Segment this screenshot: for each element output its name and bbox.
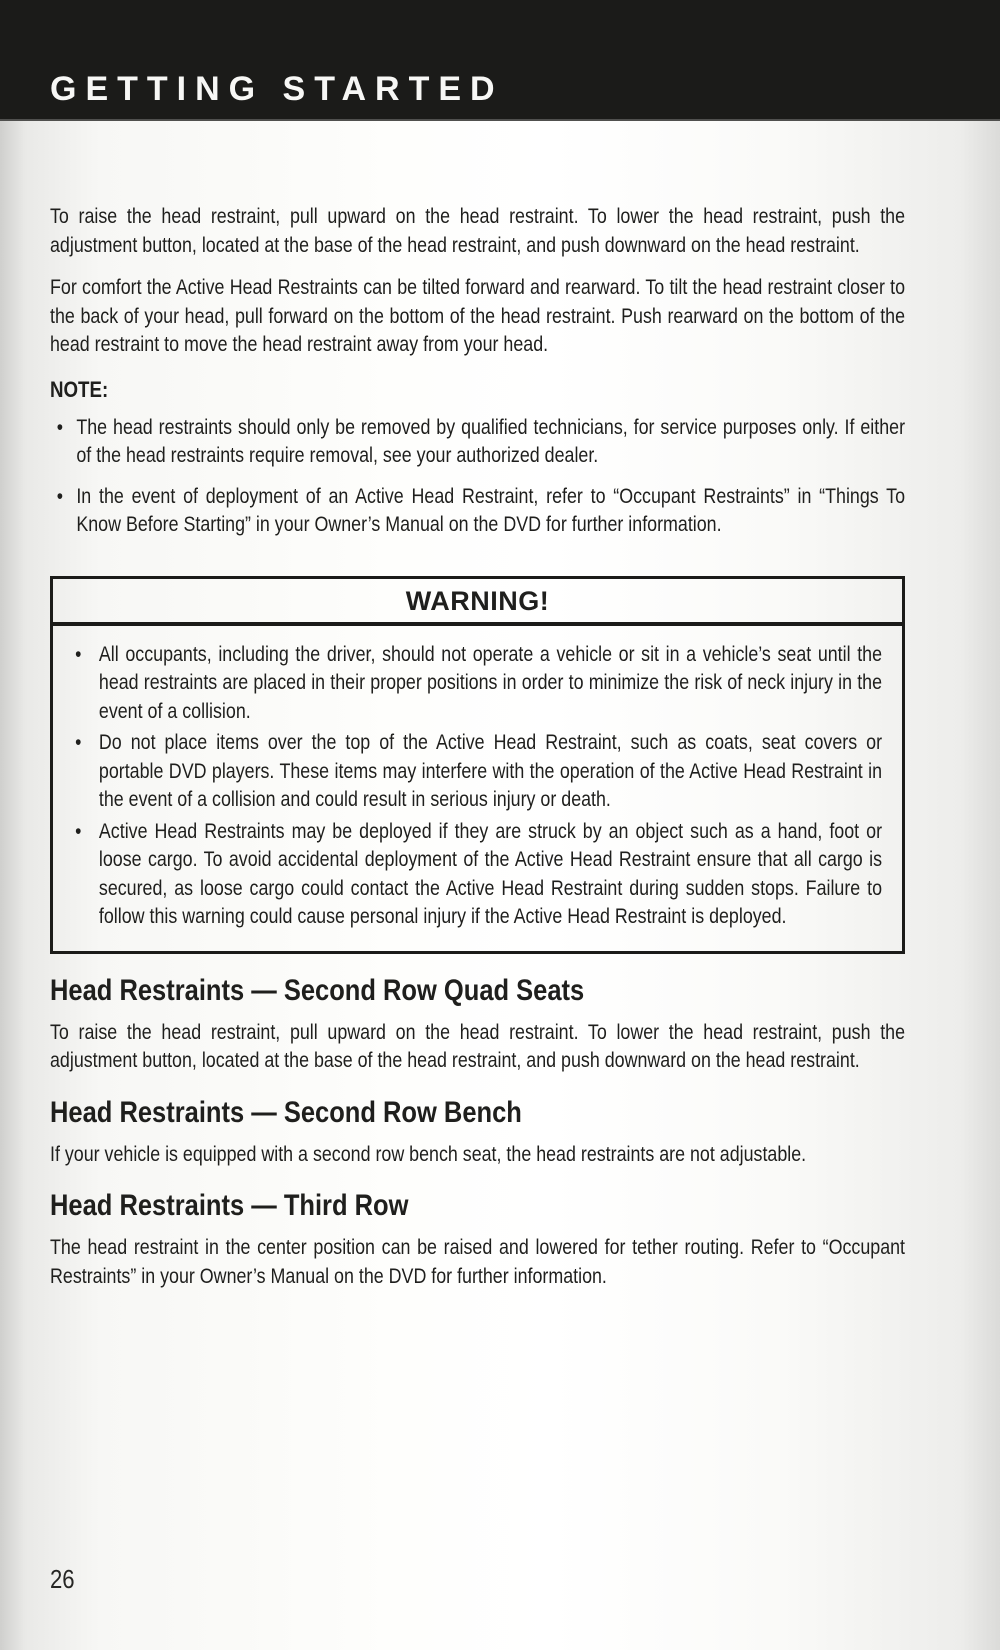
warning-body bbox=[53, 626, 902, 951]
warning-item: • Active Head Restraints may be deployed if they are struck by an object such as a hand, foot or loose cargo. To avoid accidental deployment of the Active Head Restraint ensure that all cargo is secured, as loose cargo could contact the Active Head Restraint during sudden stops. Failure to follow this warning could cause personal injury if the Active Head Restraint is deployed. bbox=[70, 818, 882, 932]
note-item: • In the event of deployment of an Active Head Restraint, refer to “Occupant Restraints” in “Things To Know Before Starting” in your Owner’s Manual on the DVD for further information. bbox=[50, 483, 905, 540]
warning-item: • Do not place items over the top of the Active Head Restraint, such as coats, seat covers or portable DVD players. These items may interfere with the operation of the Active Head Restraint in the event of a collision and could result in serious injury or death. bbox=[70, 729, 882, 815]
warning-title-row bbox=[53, 579, 902, 626]
intro-paragraph-1: To raise the head restraint, pull upward on the head restraint. To lower the head restraint, push the adjustment button, located at the base of the head restraint, and push downward on the head restraint. bbox=[50, 205, 906, 257]
page-number: 26 bbox=[50, 1564, 75, 1594]
section-heading: Head Restraints — Third Row bbox=[50, 1189, 409, 1222]
chapter-title: GETTING STARTED bbox=[50, 70, 504, 108]
section-paragraph: To raise the head restraint, pull upward on the head restraint. To lower the head restraint, push the adjustment button, located at the base of the head restraint, and push downward on the head restraint. bbox=[50, 1020, 906, 1072]
note-item: • The head restraints should only be removed by qualified technicians, for service purposes only. If either of the head restraints require removal, see your authorized dealer. bbox=[50, 414, 905, 471]
warning-item: • All occupants, including the driver, should not operate a vehicle or sit in a vehicle’s seat until the head restraints are placed in their proper positions in order to minimize the risk of neck injury in the event of a collision. bbox=[70, 641, 882, 727]
section-paragraph: If your vehicle is equipped with a second row bench seat, the head restraints are not adjustable. bbox=[50, 1142, 807, 1166]
warning-list bbox=[70, 641, 882, 932]
warning-title: WARNING! bbox=[405, 585, 550, 616]
section-paragraph: The head restraint in the center position can be raised and lowered for tether routing. Refer to “Occupant Restraints” in your Owner’s Manual on the DVD for further information. bbox=[50, 1236, 906, 1288]
section-third-row bbox=[50, 1190, 905, 1291]
section-quad-seats bbox=[50, 975, 905, 1076]
chapter-header-bar bbox=[0, 0, 1000, 121]
note-list bbox=[50, 414, 905, 540]
section-heading: Head Restraints — Second Row Bench bbox=[50, 1095, 522, 1129]
section-second-row-bench bbox=[50, 1097, 905, 1170]
section-heading: Head Restraints — Second Row Quad Seats bbox=[50, 973, 585, 1007]
note-label: NOTE: bbox=[50, 376, 109, 402]
intro-paragraph-2: For comfort the Active Head Restraints can be tilted forward and rearward. To tilt the head restraint closer to the back of your head, pull forward on the bottom of the head restraint. Push rearward on the bottom of the head restraint to move the head restraint away from your head. bbox=[50, 276, 906, 356]
content-column bbox=[0, 121, 905, 1291]
warning-box bbox=[50, 576, 905, 954]
